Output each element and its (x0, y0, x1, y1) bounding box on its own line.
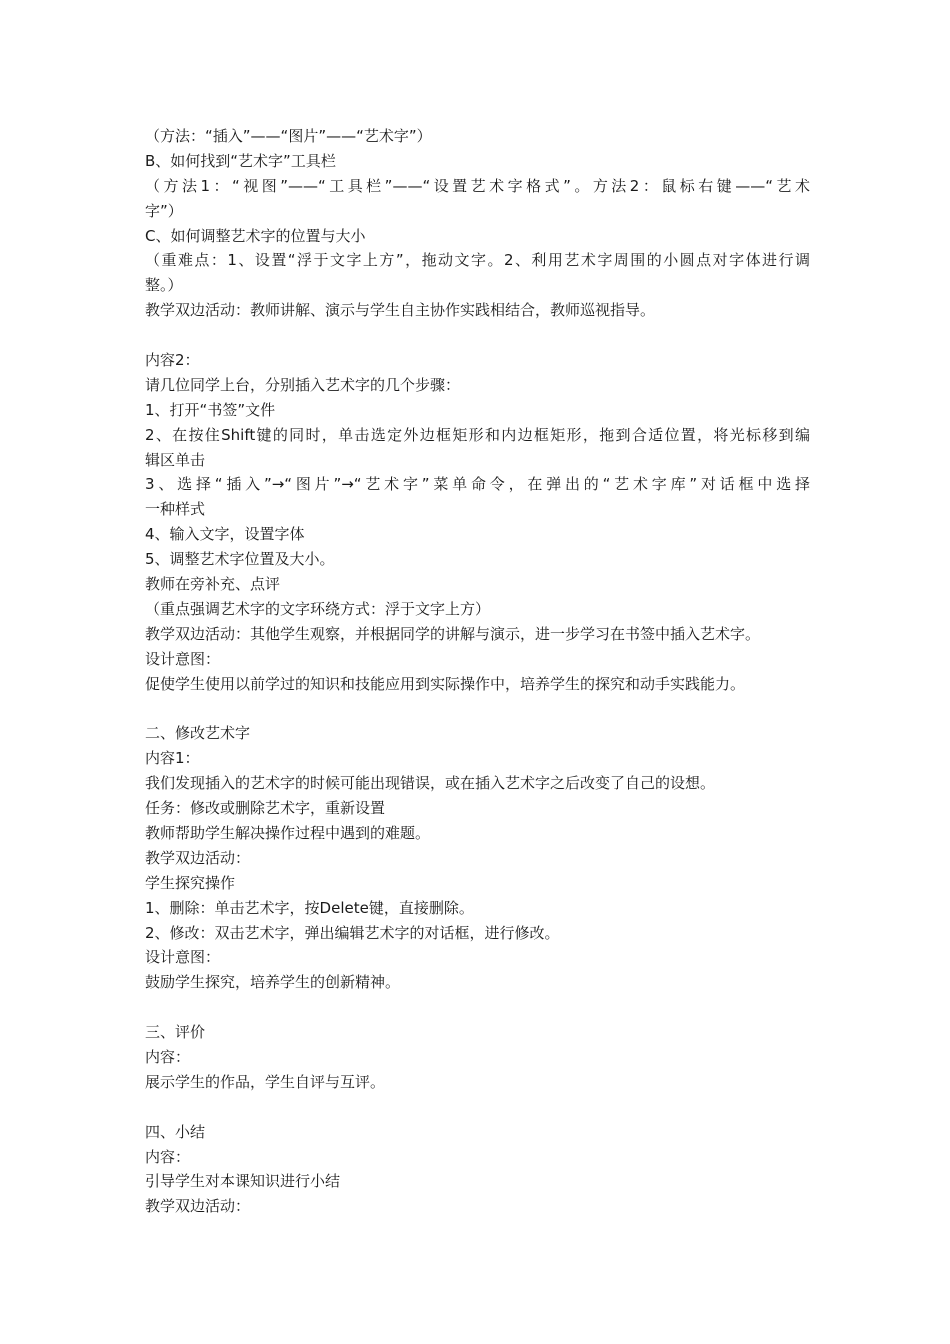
student-explore: 学生探究操作 (145, 873, 236, 892)
content-1-text: 我们发现插入的艺术字的时候可能出现错误，或在插入艺术字之后改变了自己的设想。 (145, 774, 716, 793)
heading-c-adjust: C、如何调整艺术字的位置与大小 (145, 226, 366, 245)
design-intent-text: 鼓励学生探究，培养学生的创新精神。 (145, 973, 401, 992)
design-intent-text: 促使学生使用以前学过的知识和技能应用到实际操作中，培养学生的探究和动手实践能力。 (145, 674, 746, 693)
activity-heading: 教学双边活动： (145, 1197, 251, 1216)
step-2: 2、在按住Shift键的同时，单击选定外边框矩形和内边框矩形，拖到合适位置，将光标移到编 (145, 425, 810, 444)
content-2-heading: 内容2： (145, 351, 200, 370)
activity-heading: 教学双边活动： (145, 848, 251, 867)
step-5: 5、调整艺术字位置及大小。 (145, 550, 335, 569)
method-toolbar-note: （方法1：“视图”——“工具栏”——“设置艺术字格式”。方法2：鼠标右键——“艺术 (145, 176, 810, 195)
content-heading: 内容： (145, 1147, 191, 1166)
activity-text: 教学双边活动：其他学生观察，并根据同学的讲解与演示，进一步学习在书签中插入艺术字。 (145, 624, 761, 643)
activity-text: 教学双边活动：教师讲解、演示与学生自主协作实践相结合，教师巡视指导。 (145, 301, 656, 320)
task-text: 任务：修改或删除艺术字，重新设置 (145, 799, 386, 818)
design-intent-heading: 设计意图： (145, 649, 221, 668)
content-2-intro: 请几位同学上台，分别插入艺术字的几个步骤： (145, 375, 461, 394)
step-1: 1、打开“书签”文件 (145, 400, 276, 419)
delete-step: 1、删除：单击艺术字，按Delete键，直接删除。 (145, 898, 474, 917)
content-heading: 内容： (145, 1047, 191, 1066)
difficulty-note-cont: 整。） (145, 276, 183, 295)
blank-line (145, 995, 810, 1020)
content-1-heading: 内容1： (145, 749, 200, 768)
blank-line (145, 1095, 810, 1120)
difficulty-note: （重难点：1、设置“浮于文字上方”，拖动文字。2、利用艺术字周围的小圆点对字体进行调 (145, 251, 810, 270)
section-2-heading: 二、修改艺术字 (145, 724, 251, 743)
blank-line (145, 323, 810, 348)
section-4-heading: 四、小结 (145, 1122, 206, 1141)
design-intent-heading: 设计意图： (145, 948, 221, 967)
teacher-help: 教师帮助学生解决操作过程中遇到的难题。 (145, 823, 431, 842)
document-body (145, 124, 810, 1219)
step-3: 3、选择“插入”→“图片”→“艺术字”菜单命令，在弹出的“艺术字库”对话框中选择 (145, 475, 810, 494)
method-insert-note: （方法：“插入”——“图片”——“艺术字”） (145, 127, 432, 145)
summary-text: 引导学生对本课知识进行小结 (145, 1172, 341, 1191)
modify-step: 2、修改：双击艺术字，弹出编辑艺术字的对话框，进行修改。 (145, 923, 560, 942)
teacher-comment: 教师在旁补充、点评 (145, 575, 281, 594)
step-4: 4、输入文字，设置字体 (145, 525, 305, 544)
step-2-cont: 辑区单击 (145, 450, 206, 469)
emphasis-note: （重点强调艺术字的文字环绕方式：浮于文字上方） (145, 599, 491, 618)
method-toolbar-note-cont: 字”） (145, 201, 183, 220)
heading-b-toolbar: B、如何找到“艺术字”工具栏 (145, 151, 336, 170)
evaluation-text: 展示学生的作品，学生自评与互评。 (145, 1072, 386, 1091)
section-3-heading: 三、评价 (145, 1023, 206, 1042)
blank-line (145, 696, 810, 721)
step-3-cont: 一种样式 (145, 500, 206, 519)
